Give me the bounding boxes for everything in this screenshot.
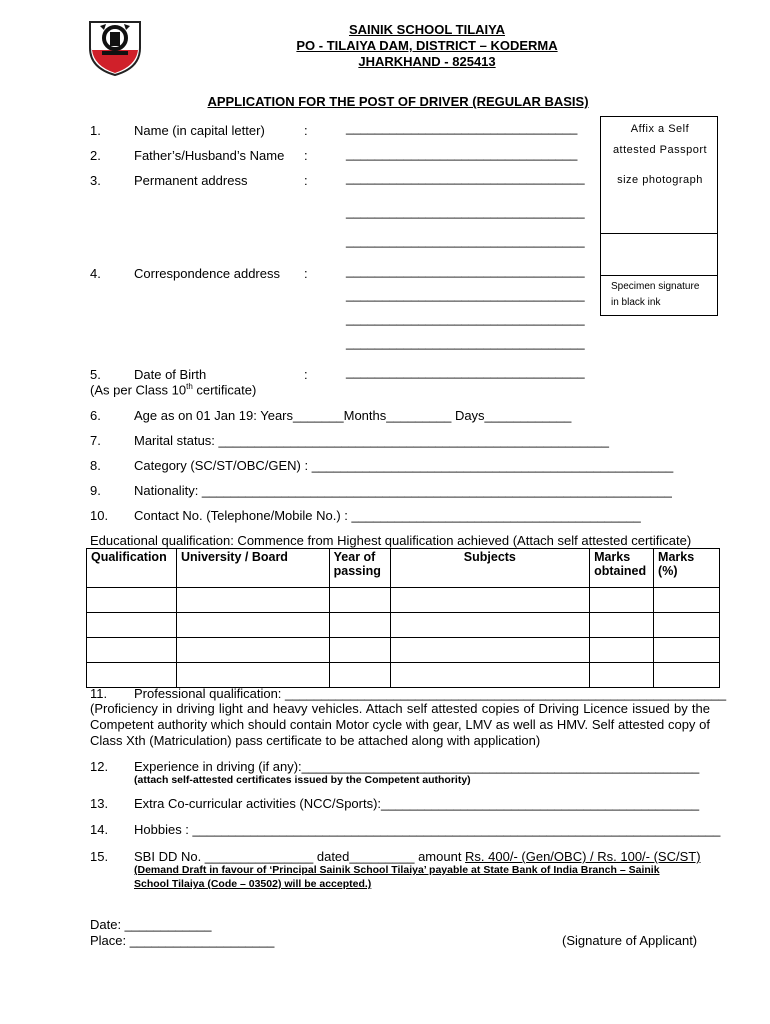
- field-8-number: 8.: [90, 458, 101, 473]
- father-husband-name-label: Father’s/Husband’s Name: [134, 148, 285, 163]
- field-4-number: 4.: [90, 266, 101, 281]
- correspondence-address-label: Correspondence address: [134, 266, 280, 281]
- school-address-line1: PO - TILAIYA DAM, DISTRICT – KODERMA: [296, 38, 558, 53]
- nationality-field[interactable]: Nationality: _________________________________________________________________: [134, 483, 672, 498]
- field-12-number: 12.: [90, 759, 109, 774]
- col-subjects: Subjects: [390, 549, 589, 588]
- form-title: APPLICATION FOR THE POST OF DRIVER (REGULAR BASIS): [207, 94, 589, 109]
- field-7-number: 7.: [90, 433, 101, 448]
- photo-signature-box[interactable]: [600, 116, 718, 316]
- permanent-address-line-1[interactable]: _________________________________: [346, 170, 585, 185]
- field-15-number: 15.: [90, 849, 109, 864]
- col-university-board: University / Board: [176, 549, 329, 588]
- professional-qualification-note: (Proficiency in driving light and heavy vehicles. Attach self attested copies of Driving Licence issued by the Competent authority which should contain Motor cycle with gear, LMV as well as HMV. Self attested copy of Class Xth (Matriculation) pass certificate to be attached along with application): [90, 701, 710, 748]
- contact-number-field[interactable]: Contact No. (Telephone/Mobile No.) : ________________________________________: [134, 508, 641, 523]
- place-field[interactable]: Place: ____________________: [90, 933, 275, 948]
- field-2-number: 2.: [90, 148, 101, 163]
- correspondence-address-colon: :: [304, 266, 308, 281]
- extra-curricular-field[interactable]: Extra Co-curricular activities (NCC/Sports):____________________________________________: [134, 796, 700, 811]
- father-husband-name-input-line[interactable]: ________________________________: [346, 146, 578, 161]
- photo-instruction-2: attested Passport: [612, 144, 708, 156]
- marital-status-field[interactable]: Marital status: ______________________________________________________: [134, 433, 609, 448]
- applicant-signature-label: (Signature of Applicant): [562, 933, 698, 948]
- demand-draft-field[interactable]: SBI DD No. _______________ dated_________ amount Rs. 400/- (Gen/OBC) / Rs. 100/- (SC/ST): [134, 849, 701, 864]
- col-marks-percent: Marks (%): [654, 549, 720, 588]
- date-of-birth-input-line[interactable]: _________________________________: [346, 364, 585, 379]
- field-11-number: 11.: [90, 686, 108, 701]
- permanent-address-colon: :: [304, 173, 308, 188]
- date-of-birth-label: Date of Birth: [134, 367, 207, 382]
- field-13-number: 13.: [90, 796, 109, 811]
- correspondence-address-line-3[interactable]: _________________________________: [346, 311, 585, 326]
- field-3-number: 3.: [90, 173, 101, 188]
- table-row[interactable]: [87, 638, 720, 663]
- correspondence-address-line-4[interactable]: _________________________________: [346, 335, 585, 350]
- col-qualification: Qualification: [87, 549, 177, 588]
- field-14-number: 14.: [90, 822, 109, 837]
- school-address-line2: JHARKHAND - 825413: [358, 54, 496, 69]
- professional-qualification-field[interactable]: Professional qualification: _____________________________________________________________: [134, 686, 727, 701]
- permanent-address-label: Permanent address: [134, 173, 248, 188]
- date-field[interactable]: Date: ____________: [90, 917, 212, 932]
- field-name-label: Name (in capital letter): [134, 123, 265, 138]
- photo-divider: [601, 233, 717, 234]
- photo-instruction-3: size photograph: [617, 174, 703, 186]
- education-heading: Educational qualification: Commence from Highest qualification achieved (Attach self attested certificate): [90, 533, 692, 548]
- field-name-colon: :: [304, 123, 308, 138]
- driving-experience-note: (attach self-attested certificates issued by the Competent authority): [134, 774, 471, 786]
- correspondence-address-line-1[interactable]: _________________________________: [346, 263, 585, 278]
- signature-divider: [601, 275, 717, 276]
- school-crest-logo: [88, 18, 142, 76]
- photo-instruction-1: Affix a Self: [630, 123, 690, 135]
- field-9-number: 9.: [90, 483, 101, 498]
- permanent-address-line-3[interactable]: _________________________________: [346, 233, 585, 248]
- col-year-of-passing: Year of passing: [329, 549, 390, 588]
- signature-instruction-1: Specimen signature: [611, 281, 700, 292]
- education-table-header: [87, 549, 720, 588]
- permanent-address-line-2[interactable]: _________________________________: [346, 204, 585, 219]
- education-table: [86, 548, 720, 688]
- col-marks-obtained: Marks obtained: [590, 549, 654, 588]
- table-row[interactable]: [87, 663, 720, 688]
- field-10-number: 10.: [90, 508, 109, 523]
- hobbies-field[interactable]: Hobbies : _________________________________________________________________________: [134, 822, 721, 837]
- father-name-colon: :: [304, 148, 308, 163]
- date-of-birth-note: (As per Class 10th certificate): [90, 382, 257, 398]
- signature-instruction-2: in black ink: [611, 297, 661, 308]
- demand-draft-note-2: School Tilaiya (Code – 03502) will be accepted.): [134, 878, 372, 890]
- category-field[interactable]: Category (SC/ST/OBC/GEN) : __________________________________________________: [134, 458, 674, 473]
- date-of-birth-colon: :: [304, 367, 308, 382]
- age-field[interactable]: Age as on 01 Jan 19: Years_______Months_________ Days____________: [134, 408, 572, 423]
- field-6-number: 6.: [90, 408, 101, 423]
- field-1-number: 1.: [90, 123, 101, 138]
- school-name: SAINIK SCHOOL TILAIYA: [348, 22, 506, 37]
- correspondence-address-line-2[interactable]: _________________________________: [346, 287, 585, 302]
- name-input-line[interactable]: ________________________________: [346, 120, 578, 135]
- table-row[interactable]: [87, 588, 720, 613]
- field-5-number: 5.: [90, 367, 101, 382]
- table-row[interactable]: [87, 613, 720, 638]
- driving-experience-field[interactable]: Experience in driving (if any):_______________________________________________________: [134, 759, 700, 774]
- demand-draft-note-1: (Demand Draft in favour of ‘Principal Sainik School Tilaiya’ payable at State Bank of India Branch – Sainik: [134, 864, 660, 876]
